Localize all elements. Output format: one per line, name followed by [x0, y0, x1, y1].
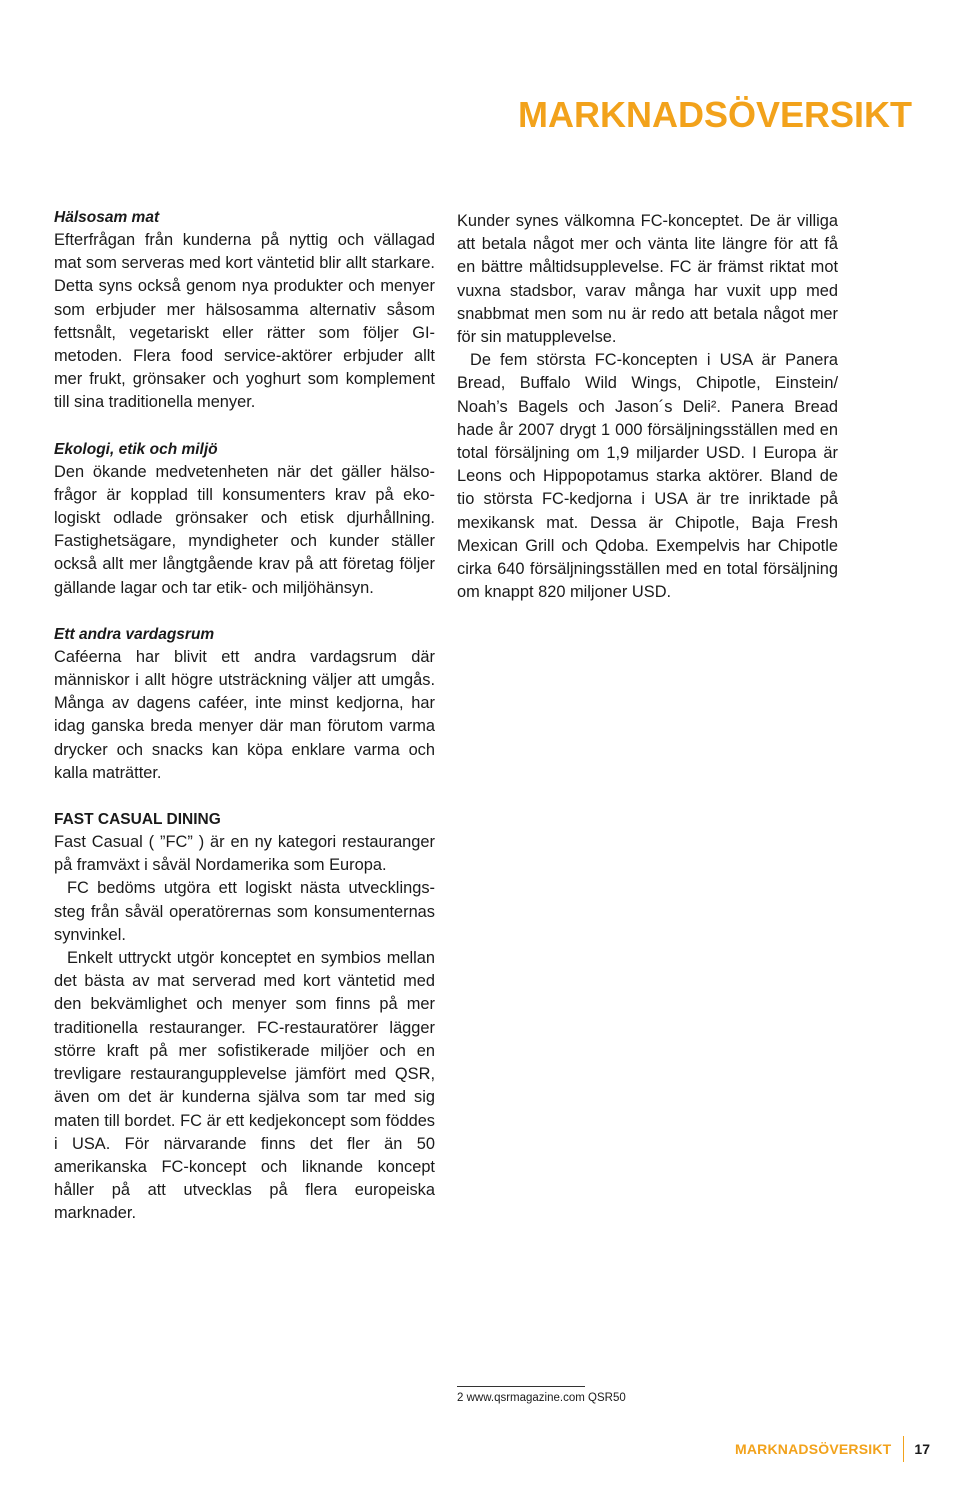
footer-section-label: MARKNADSÖVERSIKT: [734, 1441, 892, 1457]
section-ekologi: [54, 438, 435, 600]
body-paragraph: De fem största FC-koncepten i USA är Panera Bread, Buffalo Wild Wings, Chipotle, Einstein/ Noah’s Bagels och Jason´s Deli². Panera Bread hade år 2007 drygt 1 000 försäljningsställen med en total försäljning om 1,9 miljarder USD. I Europa är Leons och Hippopotamus starka aktörer. Bland de tio största FC-kedjorna i USA är tre inriktade på mexikansk mat. Dessa är Chipotle, Baja Fresh Mexican Grill och Qdoba. Exempelvis har Chipotle cirka 640 försäljningsställen med en total försäljning om knappt 820 miljoner USD.: [457, 351, 838, 602]
section-heading: Ett andra vardagsrum: [54, 625, 215, 643]
body-paragraph: Efterfrågan från kunderna på nyttig och vällagad mat som serveras med kort väntetid blir allt starkare. Detta syns också genom nya produkter och menyer som erbjuder mer hälsosamma alternativ såsom fettsnålt, vegetariskt eller rätter som följer GI-metoden. Flera food service-aktörer erbjuder allt mer frukt, grönsaker och yoghurt som komplement till sina traditionella menyer.: [54, 231, 435, 412]
body-paragraph: Fast Casual ( ”FC” ) är en ny kategori restauranger på framväxt i såväl Nordamerika som Europa.: [54, 833, 435, 875]
page-footer: [735, 1436, 930, 1462]
section-vardagsrum: [54, 623, 435, 785]
body-paragraph: Caféerna har blivit ett andra vardagsrum där människor i allt högre utsträckning väljer att umgås. Många av dagens caféer, inte minst kedjorna, har idag ganska breda menyer där man förutom varma drycker och snacks kan köpa enklare varma och kalla maträtter.: [54, 647, 435, 782]
body-paragraph: Enkelt uttryckt utgör konceptet en symbios mellan det bästa av mat serverad med kort väntetid med den bekvämlighet och menyer som finns på mer traditionella restauranger. FC-restauratörer lägger större kraft på mer sofistikerade miljöer och en trevligare restaurangupplevelse jämfört med QSR, även om det är kunderna själva som tar med sig maten till bordet. FC är ett kedjekoncept som föddes i USA. För närvarande finns det fler än 50 amerikanska FC-koncept och liknande koncept håller på att utvecklas på flera europeiska marknader.: [54, 949, 435, 1223]
body-paragraph: FC bedöms utgöra ett logiskt nästa utvecklingssteg från såväl operatörernas som konsumenternas synvinkel.: [54, 879, 435, 944]
footer-divider: [903, 1436, 904, 1462]
page-title: MARKNADSÖVERSIKT: [517, 94, 912, 135]
section-halsosam-mat: [54, 206, 435, 415]
section-fast-casual: [54, 808, 435, 1225]
page-number: 17: [914, 1441, 930, 1457]
section-heading: Hälsosam mat: [54, 209, 160, 226]
body-paragraph: Den ökande medvetenheten när det gäller hälsofrågor är kopplad till konsumenters krav på ekologiskt odlade grönsaker och etisk djurhållning. Fastighetsägare, myndigheter och kunder ställer också allt mer långtgående krav på att företag följer gällande lagar och tar etik- och miljöhänsyn.: [54, 462, 435, 597]
footnote: 2 www.qsrmagazine.com QSR50: [457, 1392, 626, 1404]
section-heading: Ekologi, etik och miljö: [54, 440, 218, 458]
footnote-divider: [457, 1386, 585, 1387]
left-column: [54, 206, 435, 1249]
section-heading: FAST CASUAL DINING: [54, 811, 221, 829]
body-paragraph: Kunder synes välkomna FC-konceptet. De är villiga att betala något mer och vänta lite längre för att få en bättre måltidsupplevelse. FC är främst riktat mot vuxna stadsbor, varav många har vuxit upp med snabbmat men som nu är redo att betala något mer för sin matupplevelse.: [457, 212, 838, 347]
right-column: [457, 210, 838, 604]
